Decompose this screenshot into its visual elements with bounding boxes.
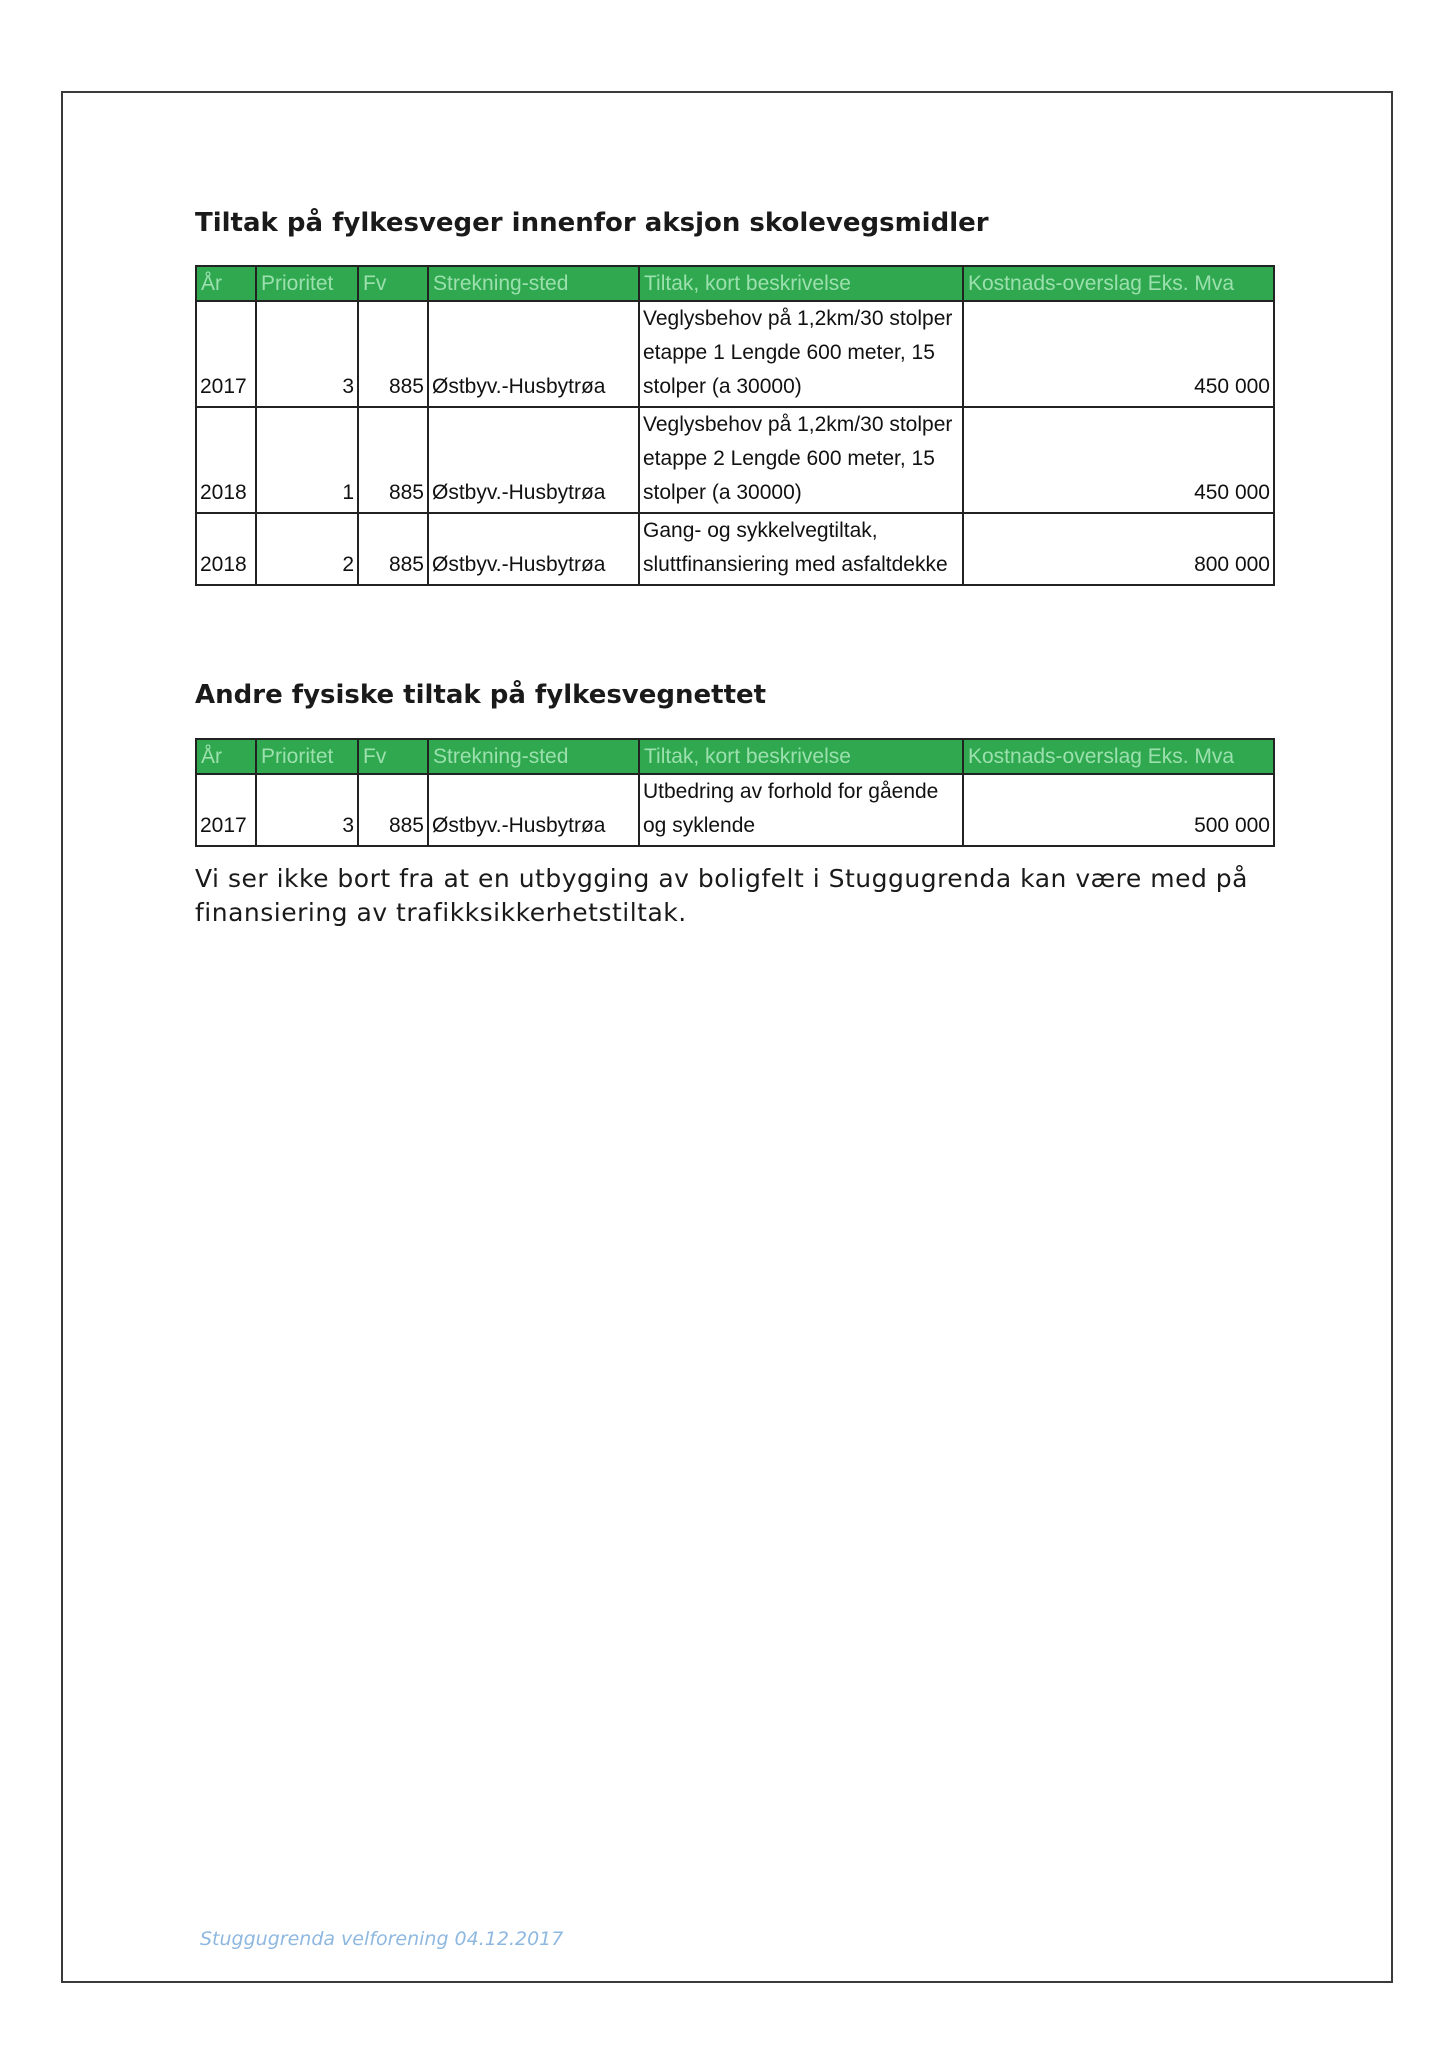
year-cell: 2017 bbox=[196, 774, 256, 846]
table-row bbox=[196, 301, 1274, 407]
place-cell: Østbyv.-Husbytrøa bbox=[428, 774, 639, 846]
table-row bbox=[196, 407, 1274, 513]
skolevegsmidler-table bbox=[195, 265, 1275, 586]
description-cell: Gang- og sykkelvegtiltak, sluttfinansiering med asfaltdekke bbox=[639, 513, 963, 585]
column-header-place: Strekning-sted bbox=[428, 739, 639, 774]
column-header-priority: Prioritet bbox=[256, 739, 358, 774]
table-header-row bbox=[196, 266, 1274, 301]
andre-tiltak-table bbox=[195, 738, 1275, 847]
cost-cell: 450 000 bbox=[963, 407, 1274, 513]
priority-cell: 3 bbox=[256, 774, 358, 846]
priority-cell: 1 bbox=[256, 407, 358, 513]
column-header-description: Tiltak, kort beskrivelse bbox=[639, 739, 963, 774]
description-cell: Utbedring av forhold for gående og syklende bbox=[639, 774, 963, 846]
year-cell: 2017 bbox=[196, 301, 256, 407]
cost-cell: 500 000 bbox=[963, 774, 1274, 846]
fv-cell: 885 bbox=[358, 774, 428, 846]
column-header-year: År bbox=[196, 739, 256, 774]
place-cell: Østbyv.-Husbytrøa bbox=[428, 407, 639, 513]
fv-cell: 885 bbox=[358, 301, 428, 407]
year-cell: 2018 bbox=[196, 513, 256, 585]
table-header-row bbox=[196, 739, 1274, 774]
priority-cell: 2 bbox=[256, 513, 358, 585]
column-header-cost: Kostnads-overslag Eks. Mva bbox=[963, 739, 1274, 774]
fv-cell: 885 bbox=[358, 407, 428, 513]
footer-text: Stuggugrenda velforening 04.12.2017 bbox=[200, 1928, 564, 1950]
column-header-fv: Fv bbox=[358, 739, 428, 774]
description-cell: Veglysbehov på 1,2km/30 stolper etappe 1 Lengde 600 meter, 15 stolper (a 30000) bbox=[639, 301, 963, 407]
year-cell: 2018 bbox=[196, 407, 256, 513]
place-cell: Østbyv.-Husbytrøa bbox=[428, 513, 639, 585]
column-header-year: År bbox=[196, 266, 256, 301]
priority-cell: 3 bbox=[256, 301, 358, 407]
place-cell: Østbyv.-Husbytrøa bbox=[428, 301, 639, 407]
cost-cell: 450 000 bbox=[963, 301, 1274, 407]
table-row bbox=[196, 513, 1274, 585]
section-title-andre-tiltak: Andre fysiske tiltak på fylkesvegnettet bbox=[195, 680, 767, 710]
cost-cell: 800 000 bbox=[963, 513, 1274, 585]
fv-cell: 885 bbox=[358, 513, 428, 585]
body-paragraph: Vi ser ikke bort fra at en utbygging av boligfelt i Stuggugrenda kan være med på finansiering av trafikksikkerhetstiltak. bbox=[195, 864, 1248, 927]
column-header-priority: Prioritet bbox=[256, 266, 358, 301]
column-header-fv: Fv bbox=[358, 266, 428, 301]
section-title-skolevegsmidler: Tiltak på fylkesveger innenfor aksjon skolevegsmidler bbox=[195, 208, 989, 238]
description-cell: Veglysbehov på 1,2km/30 stolper etappe 2 Lengde 600 meter, 15 stolper (a 30000) bbox=[639, 407, 963, 513]
column-header-cost: Kostnads-overslag Eks. Mva bbox=[963, 266, 1274, 301]
table-row bbox=[196, 774, 1274, 846]
column-header-description: Tiltak, kort beskrivelse bbox=[639, 266, 963, 301]
column-header-place: Strekning-sted bbox=[428, 266, 639, 301]
